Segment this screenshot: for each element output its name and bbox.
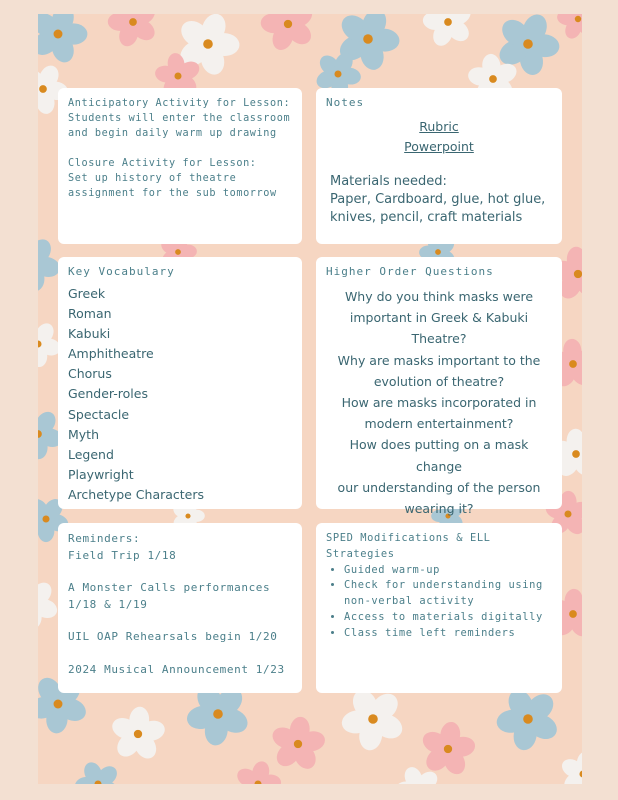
- sped-title: Strategies: [326, 547, 395, 560]
- notes-card: [316, 88, 562, 244]
- vocabulary-title: Key Vocabulary: [68, 265, 175, 278]
- question-line: important in Greek & Kabuki: [349, 310, 529, 326]
- sped-item: • Class time left reminders: [344, 626, 552, 642]
- vocab-item: Kabuki: [68, 326, 111, 342]
- lesson-activities-card: [58, 88, 302, 244]
- reminders-card: [58, 523, 302, 693]
- questions-card: [316, 257, 562, 517]
- vocab-item: Greek: [68, 286, 106, 301]
- reminder-line: Field Trip 1/18: [68, 548, 177, 562]
- flower: [38, 14, 87, 65]
- vocabulary-card: [58, 257, 302, 509]
- question-line: How does putting on a mask change: [349, 437, 529, 474]
- flower: [340, 686, 406, 752]
- sped-item: • Access to materials digitally: [344, 610, 552, 626]
- reminder-line: 1/18 & 1/19: [68, 597, 148, 611]
- vocab-item: Playwright: [68, 466, 134, 482]
- closure-line: Set up history of theatre: [68, 173, 237, 184]
- sped-card: [316, 523, 562, 693]
- question-line: Theatre?: [411, 331, 467, 347]
- flower: [556, 14, 582, 41]
- reminder-line: UIL OAP Rehearsals begin 1/20: [68, 630, 278, 643]
- materials-line: Paper, Cardboard, glue, hot glue,: [330, 192, 546, 207]
- document-sheet: [38, 14, 582, 784]
- vocab-item: Myth: [68, 426, 100, 442]
- sped-title: SPED Modifications & ELL: [326, 532, 491, 544]
- anticipatory-line: and begin daily warm up drawing: [68, 128, 277, 139]
- question-line: evolution of theatre?: [373, 373, 505, 389]
- questions-title: Higher Order Questions: [326, 265, 494, 278]
- flower: [38, 578, 60, 629]
- materials-label: Materials needed:: [330, 174, 447, 189]
- sped-item: • Guided warm-up: [344, 563, 552, 579]
- vocab-item: Gender-roles: [68, 386, 148, 402]
- flower: [422, 14, 474, 49]
- rubric-link[interactable]: Rubric: [419, 119, 459, 134]
- vocab-item: Spectacle: [68, 406, 130, 422]
- question-line: Why are masks important to the: [337, 352, 541, 368]
- question-line: modern entertainment?: [364, 416, 514, 432]
- flower: [108, 14, 159, 49]
- reminder-spacer: [68, 646, 292, 662]
- powerpoint-link[interactable]: Powerpoint: [404, 139, 474, 154]
- vocab-item: Chorus: [68, 366, 112, 382]
- question-line: wearing it?: [404, 501, 474, 517]
- closure-label: Closure Activity for Lesson:: [68, 158, 257, 169]
- reminder-line: A Monster Calls performances: [68, 581, 271, 594]
- anticipatory-label: Anticipatory Activity for Lesson:: [68, 98, 291, 109]
- materials-line: knives, pencil, craft materials: [330, 210, 523, 225]
- flower: [419, 720, 476, 777]
- flower: [74, 759, 122, 784]
- question-line: our understanding of the person: [337, 479, 541, 495]
- flower: [109, 706, 167, 763]
- sped-item: • Check for understanding using non-verbal activity: [344, 578, 552, 610]
- vocab-item: Archetype Characters: [68, 486, 205, 502]
- reminder-spacer: [68, 613, 292, 629]
- question-line: How are masks incorporated in: [341, 395, 537, 411]
- closure-line: assignment for the sub tomorrow: [68, 188, 277, 199]
- flower: [269, 716, 327, 773]
- reminder-spacer: [68, 564, 292, 580]
- notes-title: Notes: [326, 96, 365, 109]
- question-line: Why do you think masks were: [344, 289, 534, 304]
- vocab-item: Roman: [68, 306, 112, 322]
- flower: [234, 760, 282, 784]
- flower: [559, 750, 582, 784]
- reminder-line: 2024 Musical Announcement 1/23: [68, 662, 285, 676]
- flower: [495, 686, 561, 752]
- anticipatory-line: Students will enter the classroom: [68, 113, 291, 124]
- flower: [260, 14, 316, 53]
- vocab-item: Legend: [68, 446, 114, 462]
- sped-list: [326, 563, 552, 642]
- vocab-item: Amphitheatre: [68, 346, 154, 362]
- reminders-title: Reminders:: [68, 532, 141, 545]
